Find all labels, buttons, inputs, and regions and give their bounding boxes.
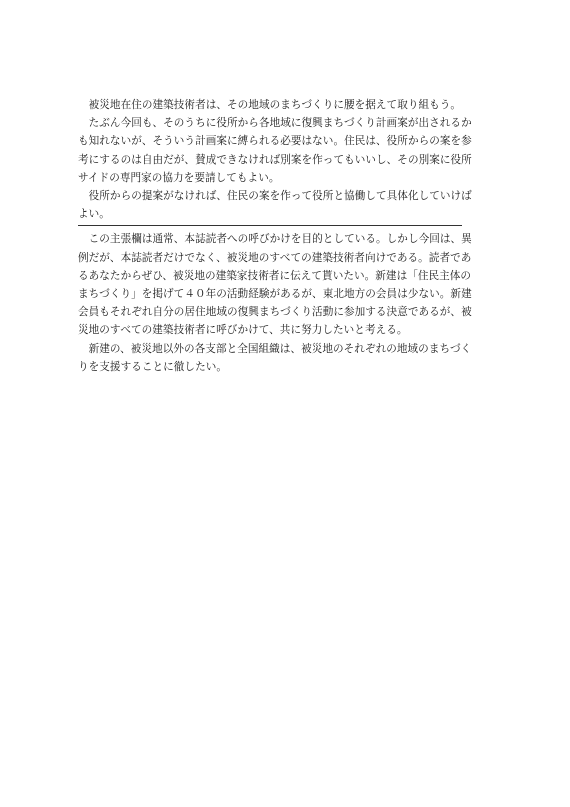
editorial-note-section: [78, 230, 478, 376]
paragraph-government-plan: たぶん今回も、そのうちに役所から各地域に復興まちづくり計画案が出されるかも知れないが、そういう計画案に縛られる必要はない。住民は、役所からの案を参考にするのは自由だが、賛成できなければ別案を作ってもいいし、その別案に役所サイドの専門家の協力を要請してもよい。: [78, 117, 472, 184]
paragraph-collaboration: 役所からの提案がなければ、住民の案を作って役所と協働して具体化していけばよい。: [78, 190, 472, 221]
section-divider: [78, 225, 462, 226]
appeal-section: [78, 96, 478, 223]
document-body: [78, 96, 478, 376]
paragraph-column-purpose: この主張欄は通常、本誌読者への呼びかけを目的としている。しかし今回は、異例だが、本誌読者だけでなく、被災地のすべての建築技術者向けである。読者であるあなたからぜひ、被災地の建築家技術者に伝えて貰いたい。新建は「住民主体のまちづくり」を掲げて４０年の活動経験があるが、東北地方の会員は少ない。新建会員もそれぞれ自分の居住地域の復興まちづくり活動に参加する決意であるが、被災地のすべての建築技術者に呼びかけて、共に努力したいと考える。: [78, 233, 472, 337]
paragraph-residents-in-disaster-area: 被災地在住の建築技術者は、その地域のまちづくりに腰を据えて取り組もう。: [78, 99, 462, 111]
paragraph-support-commitment: 新建の、被災地以外の各支部と全国組織は、被災地のそれぞれの地域のまちづくりを支援することに徹したい。: [78, 342, 472, 373]
